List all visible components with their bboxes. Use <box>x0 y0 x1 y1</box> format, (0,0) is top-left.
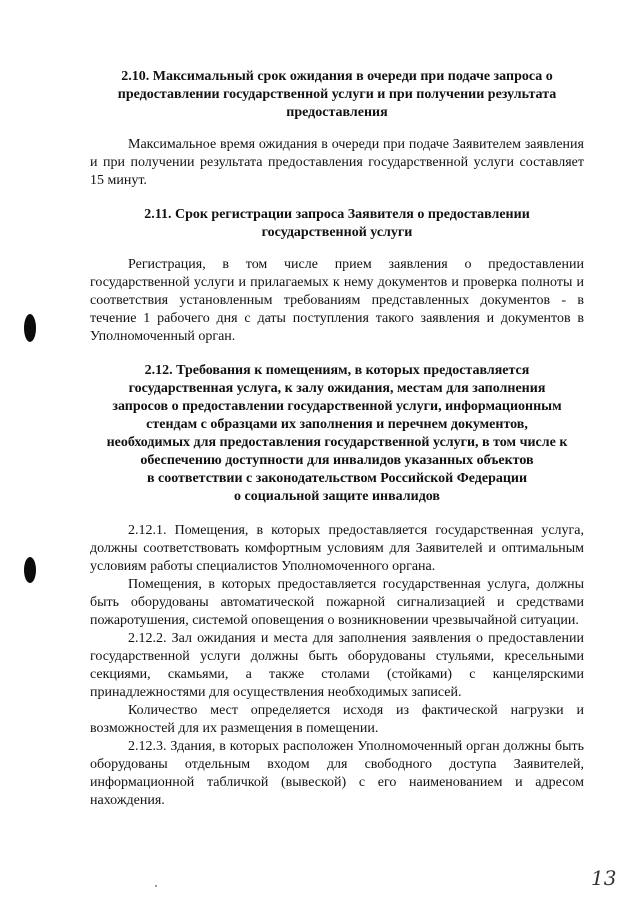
punch-hole-mark <box>24 314 36 342</box>
section-2-12 <box>90 362 584 810</box>
heading-line: стендам с образцами их заполнения и перечнем документов, <box>146 417 528 432</box>
heading-line: в соответствии с законодательством Российской Федерации <box>146 471 528 486</box>
heading-line: 2.12. Требования к помещениям, в которых предоставляется <box>144 363 530 378</box>
scan-speck <box>155 885 157 887</box>
document-body <box>90 68 584 810</box>
section-2-10 <box>90 68 584 190</box>
section-2-11 <box>90 206 584 346</box>
heading-line: предоставлении государственной услуги и при получении результата <box>117 87 557 102</box>
heading-line: 2.11. Срок регистрации запроса Заявителя о предоставлении <box>144 207 530 222</box>
heading-line: о социальной защите инвалидов <box>234 489 440 504</box>
paragraph: Максимальное время ожидания в очереди при подаче Заявителем заявления и при получении результата предоставления государственной услуги составляет 15 минут. <box>90 137 584 188</box>
heading-line: государственная услуга, к залу ожидания, местам для заполнения <box>128 381 546 396</box>
paragraph: Регистрация, в том числе прием заявления о предоставлении государственной услуги и прилагаемых к нему документов и проверка полноты и соответствия установленным требованиям представленных документов - в течение 1 рабочего дня с даты поступления такого заявления и документов в Уполномоченный орган. <box>90 257 584 344</box>
paragraph: Помещения, в которых предоставляется государственная услуга, должны быть оборудованы автоматической пожарной сигнализацией и средствами пожаротушения, системой оповещения о возникновении чрезвычайной ситуации. <box>90 577 584 628</box>
section-body <box>90 522 584 810</box>
punch-hole-mark <box>24 557 36 583</box>
paragraph: 2.12.1. Помещения, в которых предоставляется государственная услуга, должны соответствовать комфортным условиям для Заявителей и оптимальным условиям работы специалистов Уполномоченного органа. <box>90 523 584 574</box>
section-heading <box>90 362 584 506</box>
paragraph: 2.12.3. Здания, в которых расположен Уполномоченный орган должны быть оборудованы отдельным входом для свободного доступа Заявителей, информационной табличкой (вывеской) с его наименованием и адресом нахождения. <box>90 739 584 808</box>
heading-line: необходимых для предоставления государственной услуги, в том числе к <box>106 435 568 450</box>
heading-line: обеспечению доступности для инвалидов указанных объектов <box>140 453 534 468</box>
heading-line: 2.10. Максимальный срок ожидания в очереди при подаче запроса о <box>121 69 553 84</box>
section-heading <box>90 206 584 242</box>
heading-line: предоставления <box>286 105 388 120</box>
paragraph: Количество мест определяется исходя из фактической нагрузки и возможностей для их размещения в помещении. <box>90 703 584 736</box>
heading-line: запросов о предоставлении государственной услуги, информационным <box>112 399 562 414</box>
page-number: 13 <box>591 866 617 890</box>
heading-line: государственной услуги <box>261 225 413 240</box>
paragraph: 2.12.2. Зал ожидания и места для заполнения заявления о предоставлении государственной услуги должны быть оборудованы стульями, кресельными секциями, скамьями, а также столами (стойками) с канцелярскими принадлежностями для осуществления необходимых записей. <box>90 631 584 700</box>
section-heading <box>90 68 584 122</box>
